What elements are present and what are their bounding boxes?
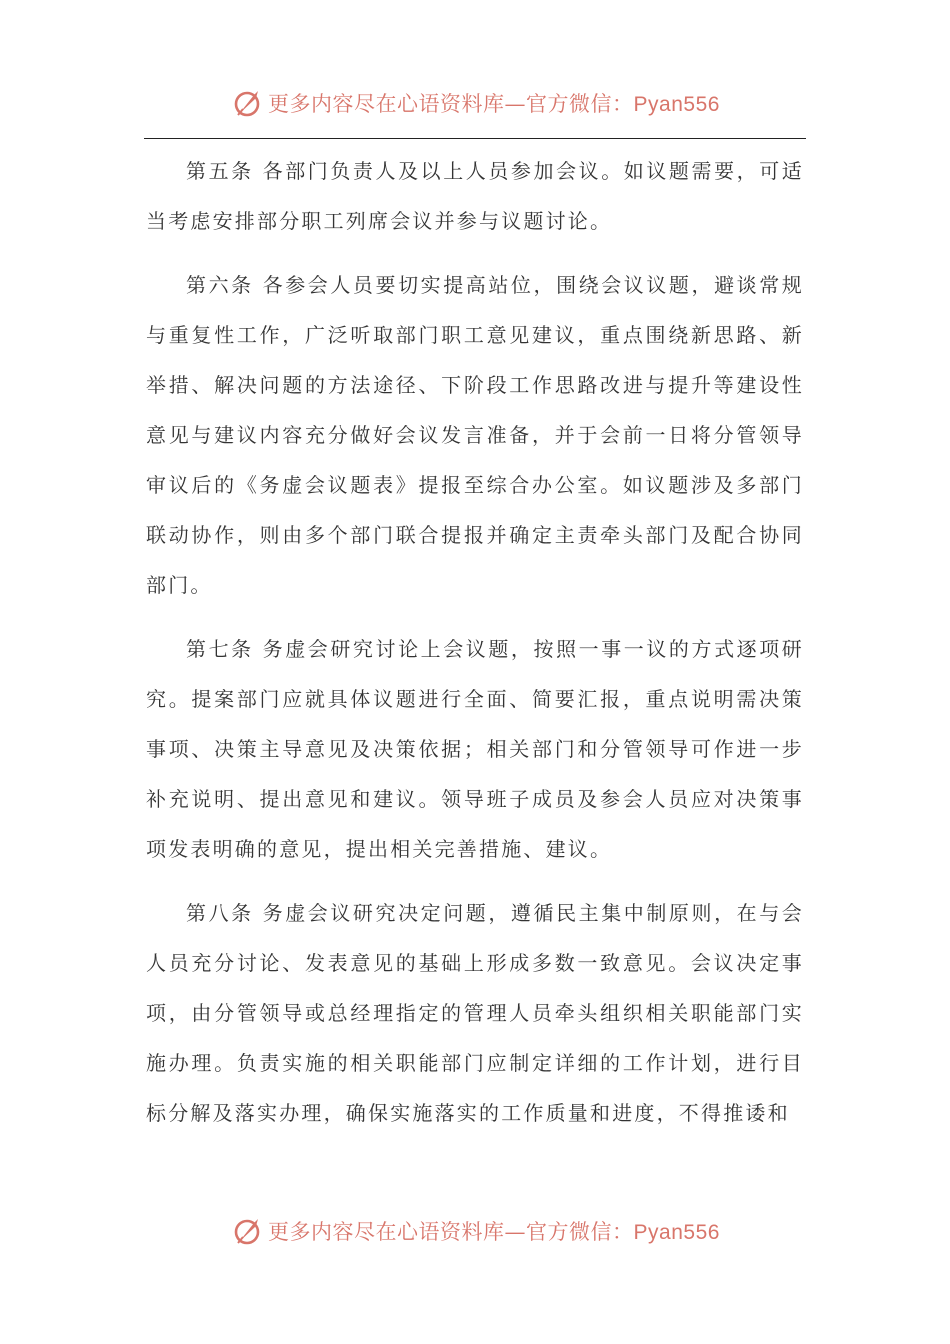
article-8-paragraph: 第八条 务虚会议研究决定问题，遵循民主集中制原则，在与会人员充分讨论、发表意见的基础上形成多数一致意见。会议决定事项，由分管领导或总经理指定的管理人员牵头组织相关职能部门实施办理。负责实施的相关职能部门应制定详细的工作计划，进行目标分解及落实办理，确保实施落实的工作质量和进度，不得推诿和 [146,901,804,1125]
header-wechat-handle: Pyan556 [633,93,720,116]
footer-banner-text: 更多内容尽在心语资料库—官方微信：Pyan556 [268,1220,720,1244]
quill-pen-logo-icon [230,1214,264,1248]
article-5-paragraph: 第五条 各部门负责人及以上人员参加会议。如议题需要，可适当考虑安排部分职工列席会议并参与议题讨论。 [146,159,804,233]
header-banner-text: 更多内容尽在心语资料库—官方微信：Pyan556 [268,92,720,116]
footer-banner [0,1211,950,1251]
quill-pen-logo-icon [230,86,264,120]
header-divider [144,138,806,139]
header-banner [0,83,950,123]
document-body [146,146,804,1152]
article-6-paragraph: 第六条 各参会人员要切实提高站位，围绕会议议题，避谈常规与重复性工作，广泛听取部门职工意见建议，重点围绕新思路、新举措、解决问题的方法途径、下阶段工作思路改进与提升等建设性意见与建议内容充分做好会议发言准备，并于会前一日将分管领导审议后的《务虚会议题表》提报至综合办公室。如议题涉及多部门联动协作，则由多个部门联合提报并确定主责牵头部门及配合协同部门。 [146,273,804,597]
footer-wechat-handle: Pyan556 [633,1221,720,1244]
article-7-paragraph: 第七条 务虚会研究讨论上会议题，按照一事一议的方式逐项研究。提案部门应就具体议题进行全面、简要汇报，重点说明需决策事项、决策主导意见及决策依据；相关部门和分管领导可作进一步补充说明、提出意见和建议。领导班子成员及参会人员应对决策事项发表明确的意见，提出相关完善措施、建议。 [146,637,804,861]
